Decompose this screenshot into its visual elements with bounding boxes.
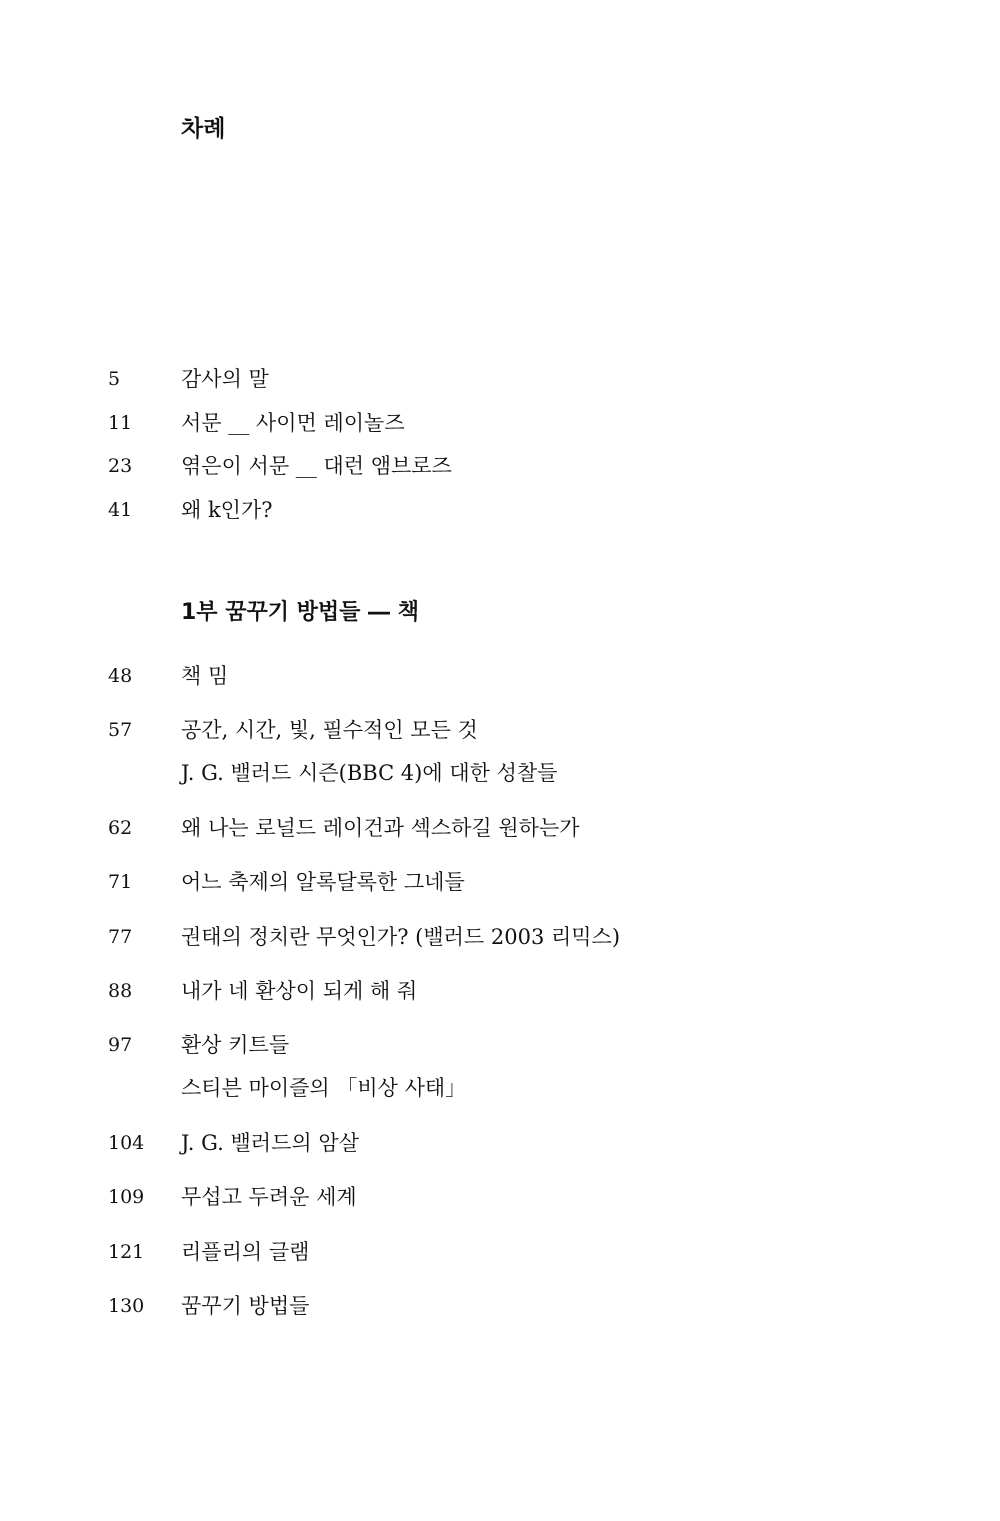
toc-entry[interactable] xyxy=(0,1126,1000,1160)
toc-entry-title: 어느 축제의 알록달록한 그네들 xyxy=(181,870,465,894)
toc-entry[interactable] xyxy=(0,493,1000,527)
toc-page-number: 41 xyxy=(108,499,133,521)
toc-entry-subtitle: J. G. 밸러드 시즌(BBC 4)에 대한 성찰들 xyxy=(181,761,558,785)
toc-entry-title: 무섭고 두려운 세계 xyxy=(181,1185,357,1209)
part-heading: 1부 꿈꾸기 방법들 ― 책 xyxy=(181,600,419,625)
toc-entry-title: 공간, 시간, 빛, 필수적인 모든 것 xyxy=(181,718,478,742)
toc-entry-title: J. G. 밸러드의 암살 xyxy=(181,1131,359,1155)
toc-page-number: 62 xyxy=(108,817,133,839)
toc-entry[interactable] xyxy=(0,920,1000,954)
toc-entry[interactable] xyxy=(0,449,1000,483)
toc-page-number: 71 xyxy=(108,871,133,893)
toc-page-number: 11 xyxy=(108,412,133,434)
toc-entry[interactable] xyxy=(0,1028,1000,1100)
toc-page-number: 130 xyxy=(108,1295,145,1317)
toc-entry-title: 리플리의 글램 xyxy=(181,1240,310,1264)
toc-page-number: 57 xyxy=(108,719,133,741)
toc-page-number: 48 xyxy=(108,665,133,687)
toc-entry-subtitle: 스티븐 마이즐의 「비상 사태」 xyxy=(181,1076,467,1100)
toc-entry[interactable] xyxy=(0,1235,1000,1269)
toc-entry[interactable] xyxy=(0,713,1000,785)
toc-page-number: 104 xyxy=(108,1132,145,1154)
toc-entry[interactable] xyxy=(0,362,1000,396)
toc-page-number: 88 xyxy=(108,980,133,1002)
toc-entry[interactable] xyxy=(0,1289,1000,1323)
toc-entry-title: 왜 나는 로널드 레이건과 섹스하길 원하는가 xyxy=(181,816,580,840)
toc-entry-title: 내가 네 환상이 되게 해 줘 xyxy=(181,979,418,1003)
toc-entry-title: 왜 k인가? xyxy=(181,498,273,522)
toc-entry[interactable] xyxy=(0,1180,1000,1214)
toc-page-number: 23 xyxy=(108,455,133,477)
toc-page-number: 109 xyxy=(108,1186,145,1208)
toc-entry-title: 엮은이 서문 __ 대런 앰브로즈 xyxy=(181,454,452,478)
toc-entry[interactable] xyxy=(0,865,1000,899)
toc-entry-title: 서문 __ 사이먼 레이놀즈 xyxy=(181,411,405,435)
toc-entry-title: 책 밈 xyxy=(181,664,229,688)
toc-entry[interactable] xyxy=(0,974,1000,1008)
toc-entry-title: 꿈꾸기 방법들 xyxy=(181,1294,310,1318)
toc-entry[interactable] xyxy=(0,811,1000,845)
toc-title: 차례 xyxy=(181,116,226,142)
toc-entry[interactable] xyxy=(0,406,1000,440)
toc-page-number: 77 xyxy=(108,926,133,948)
toc-entry[interactable] xyxy=(0,659,1000,693)
toc-page-number: 97 xyxy=(108,1034,133,1056)
toc-page-number: 5 xyxy=(108,368,121,390)
toc-entry-title: 감사의 말 xyxy=(181,367,269,391)
toc-entry-title: 환상 키트들 xyxy=(181,1033,290,1057)
toc-page-number: 121 xyxy=(108,1241,145,1263)
toc-entry-title: 권태의 정치란 무엇인가? (밸러드 2003 리믹스) xyxy=(181,925,621,949)
